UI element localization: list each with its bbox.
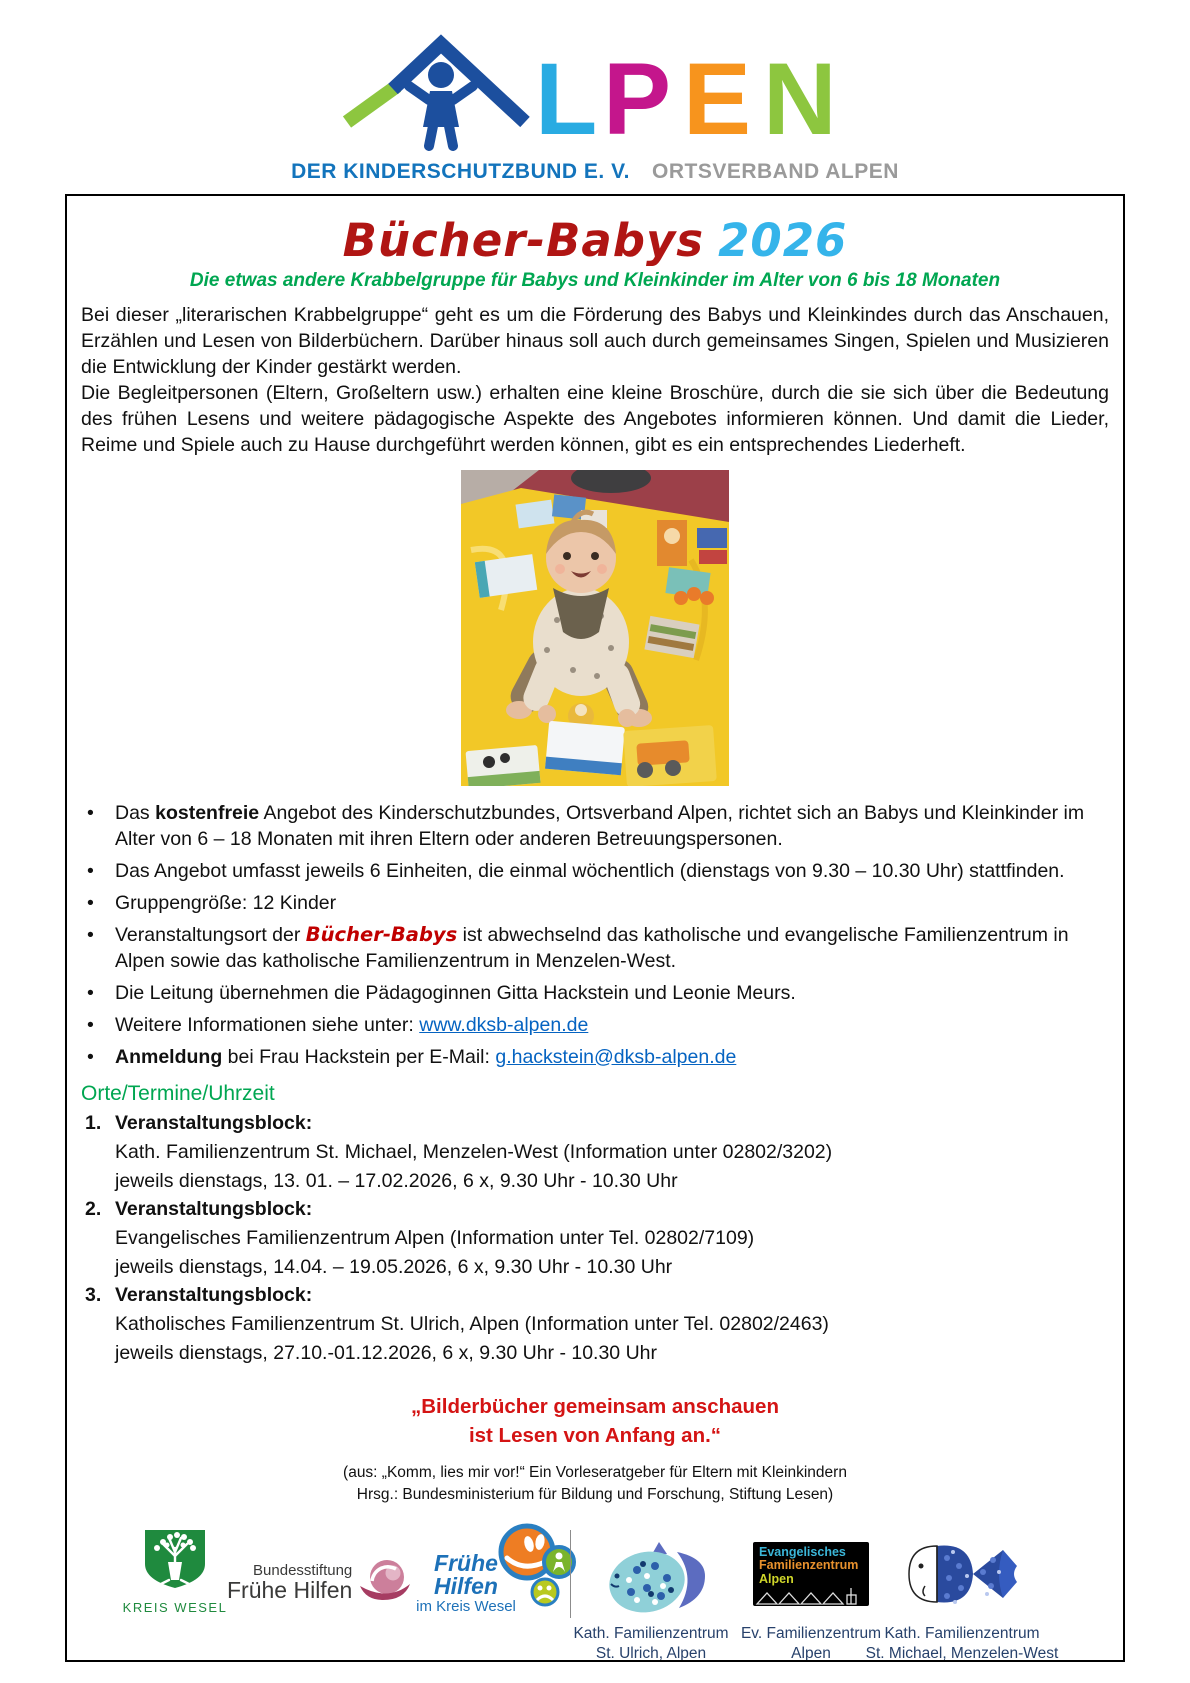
caption-line: St. Michael, Menzelen-West <box>865 1644 1059 1662</box>
bullet-text: Veranstaltungsort der <box>115 923 306 946</box>
baby-photo-illustration <box>461 470 729 786</box>
kreis-wesel-logo <box>115 1528 235 1615</box>
subtitle: Die etwas andere Krabbelgruppe für Babys und Kleinkinder im Alter von 6 bis 18 Monaten <box>189 269 1001 291</box>
fruehe-hilfen-label: Frühe Hilfen <box>227 1577 353 1604</box>
footer-divider <box>570 1530 571 1618</box>
ev-logo-line-3: Alpen <box>759 1572 794 1586</box>
intro-paragraphs <box>81 302 1109 458</box>
source-line-2: Hrsg.: Bundesministerium für Bildung und Forschung, Stiftung Lesen) <box>356 1485 834 1503</box>
block-title: Veranstaltungsblock: <box>115 1197 313 1220</box>
caption-line: Kath. Familienzentrum <box>884 1624 1040 1642</box>
intro-paragraph-1: Bei dieser „literarischen Krabbelgruppe“ geht es um die Förderung des Babys und Kleinkindes durch das Anschauen, Erzählen und Lesen von Bilderbüchern. Darüber hinaus soll auch durch gemeinsames Singen, Spielen und Musizieren die Entwicklung der Kinder gestärkt werden. <box>81 303 1109 378</box>
list-item <box>81 800 1109 852</box>
quote-line-1: „Bilderbücher gemeinsam anschauen <box>411 1394 779 1418</box>
page-title <box>81 216 1109 266</box>
fh-title: Frühe Hilfen <box>434 1549 498 1599</box>
list-item <box>81 858 1109 884</box>
caption-st-michael <box>866 1624 1059 1663</box>
block-title: Veranstaltungsblock: <box>115 1283 313 1306</box>
title-main: Bücher-Babys <box>342 214 705 267</box>
block-title: Veranstaltungsblock: <box>115 1111 313 1134</box>
block-dates: jeweils dienstags, 13. 01. – 17.02.2026, 6 x, 9.30 Uhr - 10.30 Uhr <box>115 1169 678 1192</box>
st-michael-fish-logo <box>891 1542 1021 1615</box>
bullet-text: Weitere Informationen siehe unter: <box>115 1013 420 1036</box>
bundesstiftung-swoosh-icon <box>356 1558 414 1608</box>
fruehe-hilfen-kreis-wesel-logo <box>407 1522 577 1622</box>
bullet-text: ist abwechselnd das katholische und evangelische Familienzentrum in Alpen sowie das katholische Familienzentrum in Menzelen-West. <box>115 923 1069 972</box>
bullet-text: bei Frau Hackstein per E-Mail: <box>222 1045 496 1068</box>
brand-text-line <box>0 160 1190 184</box>
brand-letter-l: L <box>535 42 598 152</box>
caption-line: Alpen <box>791 1644 831 1662</box>
bullet-text: • Die Leitung übernehmen die Pädagoginnen Gitta Hackstein und Leonie Meurs. <box>115 981 796 1004</box>
source-line-1: (aus: „Komm, lies mir vor!“ Ein Vorleseratgeber für Eltern mit Kleinkindern <box>343 1463 847 1481</box>
ev-logo-line-1: Evangelisches <box>759 1544 846 1559</box>
ev-houses-icon <box>755 1587 863 1605</box>
schedule-block-1 <box>81 1110 1109 1194</box>
brand-letter-p: P <box>603 42 672 152</box>
website-link[interactable]: www.dksb-alpen.de <box>419 1013 589 1036</box>
caption-ev-alpen <box>741 1624 881 1663</box>
caption-line: Ev. Familienzentrum <box>740 1624 882 1642</box>
ev-familienzentrum-logo <box>753 1542 869 1606</box>
st-ulrich-fish-logo <box>603 1536 708 1625</box>
bullet-bold-text: kostenfreie <box>155 801 260 824</box>
quote <box>81 1392 1109 1450</box>
bullet-bold-text: Anmeldung <box>115 1045 223 1068</box>
list-item <box>81 980 1109 1006</box>
schedule-block-3 <box>81 1282 1109 1366</box>
bullet-text: • Gruppengröße: 12 Kinder <box>115 891 337 914</box>
caption-st-ulrich <box>573 1624 728 1663</box>
fh-subtitle: im Kreis Wesel <box>416 1597 516 1615</box>
org-name: DER KINDERSCHUTZBUND E. V. <box>291 160 630 183</box>
info-bullet-list <box>81 800 1109 1070</box>
schedule-heading: Orte/Termine/Uhrzeit <box>81 1081 275 1105</box>
schedule-block-2 <box>81 1196 1109 1280</box>
bullet-text: Angebot des Kinderschutzbundes, Ortsverband Alpen, richtet sich an Babys und Kleinkinder im Alter von 6 – 18 Monaten mit ihren Eltern oder anderen Betreuungspersonen. <box>115 801 1085 850</box>
quote-line-2: ist Lesen von Anfang an.“ <box>468 1423 722 1447</box>
bundesstiftung-label: Bundesstiftung <box>253 1561 353 1579</box>
mosaic-fish-icon <box>603 1536 708 1620</box>
ev-logo-line-2: Familienzentrum <box>759 1558 859 1573</box>
brand-letter-e: E <box>683 42 752 152</box>
fh-circles-icon <box>493 1522 577 1616</box>
block-location: Evangelisches Familienzentrum Alpen (Information unter Tel. 02802/7109) <box>115 1226 755 1249</box>
list-item <box>81 890 1109 916</box>
caption-line: St. Ulrich, Alpen <box>595 1644 707 1662</box>
block-location: Katholisches Familienzentrum St. Ulrich, Alpen (Information unter Tel. 02802/2463) <box>115 1312 829 1335</box>
block-location: Kath. Familienzentrum St. Michael, Menzelen-West (Information unter 02802/3202) <box>115 1140 833 1163</box>
title-year: 2026 <box>718 214 848 267</box>
kinderschutzbund-logo-icon <box>335 30 855 152</box>
content-box <box>65 194 1125 1662</box>
intro-paragraph-2: Die Begleitpersonen (Eltern, Großeltern usw.) erhalten eine kleine Broschüre, durch die sie sich über die Bedeutung des frühen Lesens und weitere pädagogische Aspekte des Angebotes informieren können. Und damit die Lieder, Reime und Spiele auch zu Hause durchgeführt werden können, gibt es ein entsprechendes Liederheft. <box>81 381 1109 456</box>
caption-line: Kath. Familienzentrum <box>573 1624 729 1642</box>
block-dates: jeweils dienstags, 27.10.-01.12.2026, 6 x, 9.30 Uhr - 10.30 Uhr <box>115 1341 657 1364</box>
quote-source <box>81 1462 1109 1506</box>
bullet-brand-text: Bücher-Babys <box>305 922 458 946</box>
kreis-wesel-shield-icon <box>143 1528 207 1590</box>
bundesstiftung-fruehe-hilfen-logo <box>227 1558 414 1608</box>
list-item <box>81 1044 1109 1070</box>
kreis-wesel-label: KREIS WESEL <box>122 1599 228 1615</box>
block-number: 3. <box>85 1283 102 1306</box>
child-figure-icon <box>409 62 473 146</box>
list-item <box>81 922 1109 974</box>
email-link[interactable]: g.hackstein@dksb-alpen.de <box>495 1045 737 1068</box>
block-dates: jeweils dienstags, 14.04. – 19.05.2026, 6 x, 9.30 Uhr - 10.30 Uhr <box>115 1255 673 1278</box>
bullet-text: Das <box>115 801 156 824</box>
kinderschutzbund-brand-header <box>0 0 1190 184</box>
mosaic-fish-bowtie-icon <box>891 1542 1021 1610</box>
list-item <box>81 1012 1109 1038</box>
bullet-text: • Das Angebot umfasst jeweils 6 Einheiten, die einmal wöchentlich (dienstags von 9.30 – 10.30 Uhr) stattfinden. <box>115 859 1065 882</box>
block-number: 2. <box>85 1197 102 1220</box>
baby-photo <box>461 470 729 786</box>
schedule-blocks <box>81 1110 1109 1366</box>
block-number: 1. <box>85 1111 102 1134</box>
org-subtitle: ORTSVERBAND ALPEN <box>652 160 899 183</box>
footer-logos <box>81 1516 1109 1663</box>
brand-letter-n: N <box>763 42 837 152</box>
